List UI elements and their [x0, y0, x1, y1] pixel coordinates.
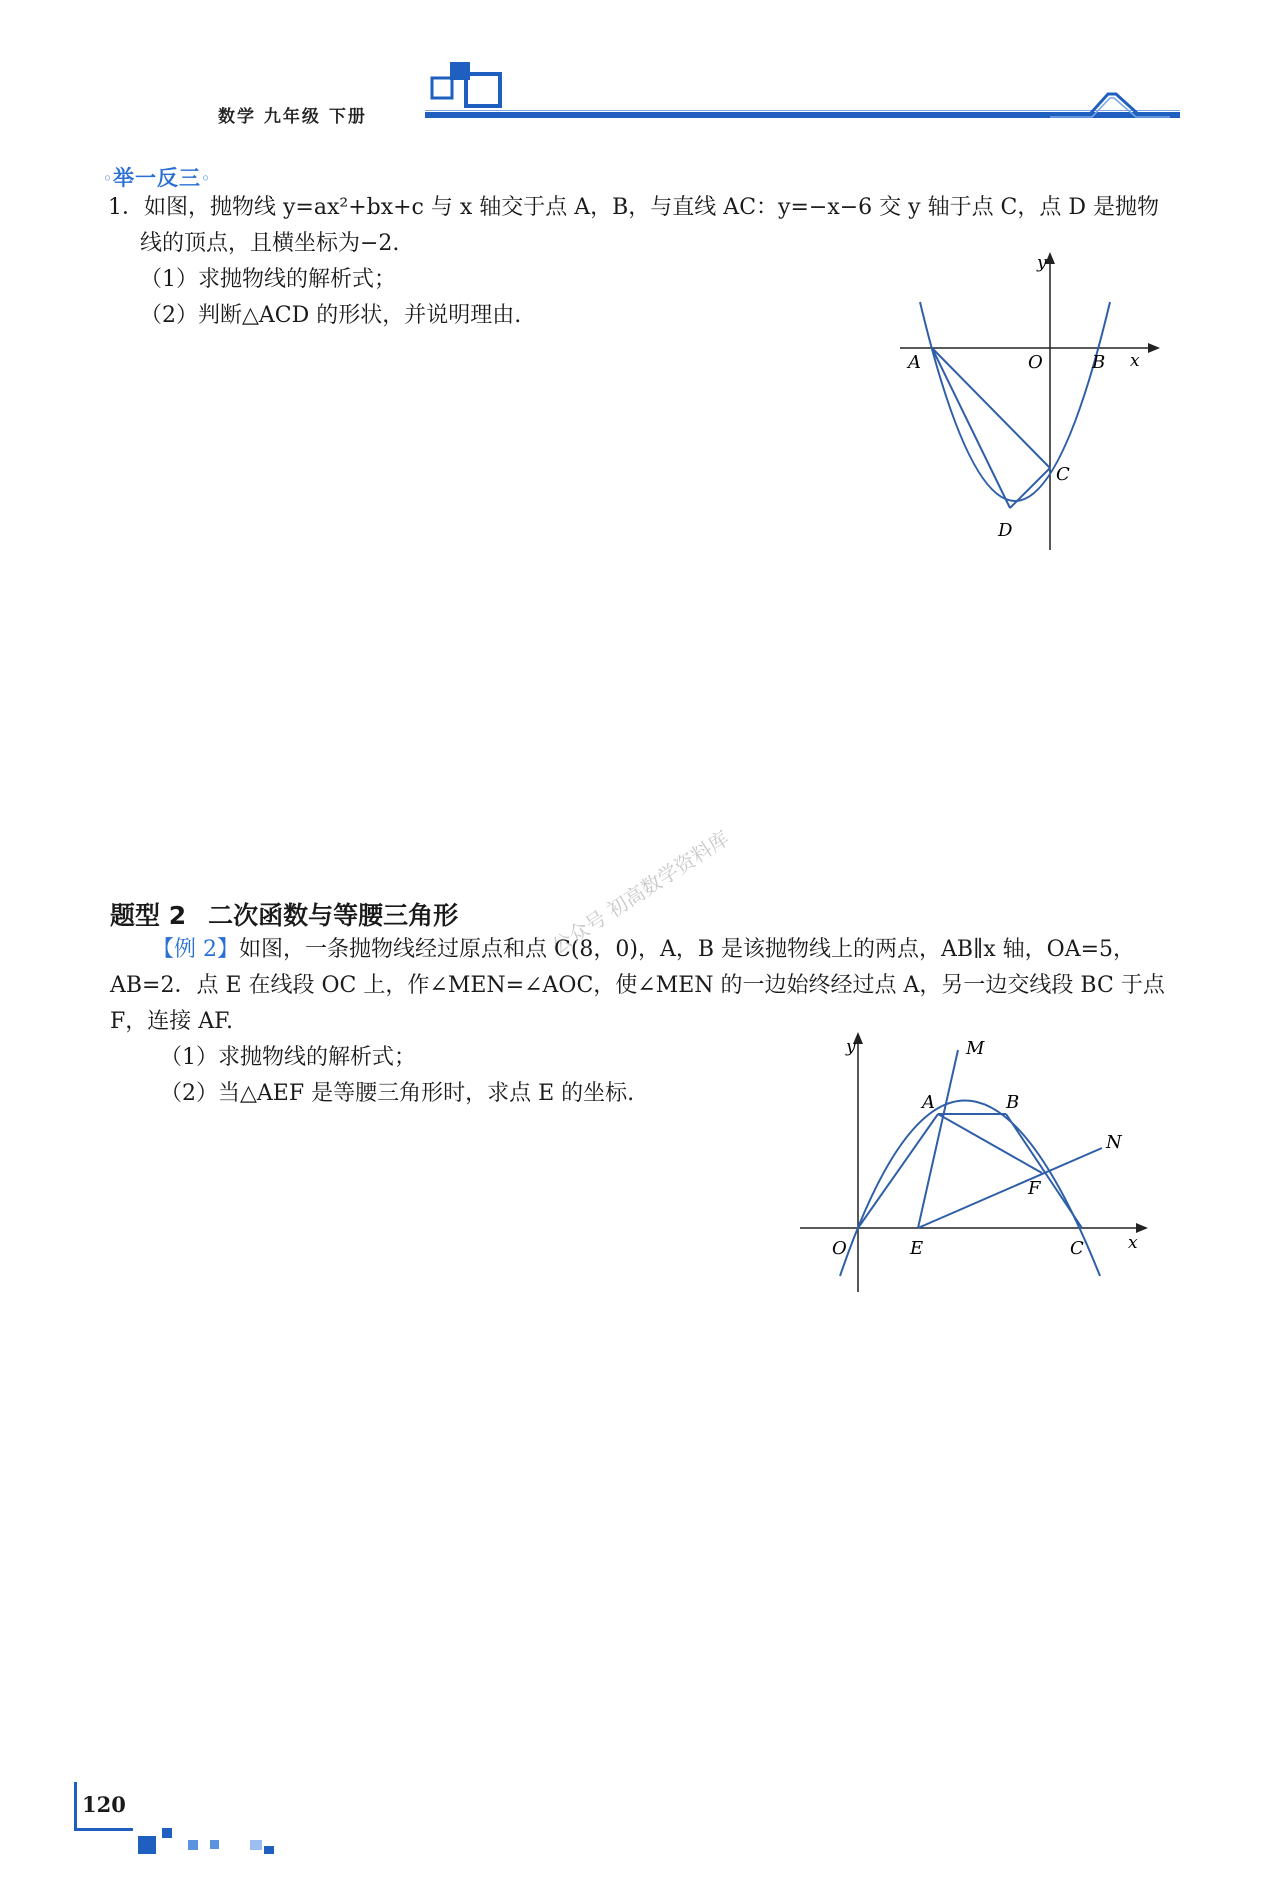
fig2-label-y: y [846, 1037, 856, 1057]
fig1-label-y: y [1037, 253, 1047, 273]
section2-heading [110, 896, 480, 932]
book-title: 数学 九年级 下册 [218, 107, 367, 127]
header-logo-icon [428, 58, 518, 114]
section-marker: ◦举一反三◦ [103, 166, 211, 190]
problem1-question2: （2）判断△ACD 的形状，并说明理由. [140, 303, 522, 328]
fig2-label-e: E [910, 1238, 924, 1259]
fig1-label-x: x [1130, 351, 1140, 371]
fig2-line-em [918, 1050, 958, 1228]
fig2-line-oa [858, 1114, 938, 1228]
problem1-figure [880, 250, 1160, 550]
example2-question1: （1）求抛物线的解析式； [160, 1045, 416, 1070]
fig1-label-o: O [1028, 352, 1043, 373]
fig2-label-c: C [1070, 1238, 1084, 1259]
fig2-label-x: x [1128, 1233, 1138, 1253]
page-number: 120 [82, 1792, 126, 1817]
problem1-line2: 线的顶点，且横坐标为−2. [140, 231, 400, 256]
fig1-label-d: D [998, 520, 1013, 541]
problem1-line1: 1．如图，抛物线 y=ax²+bx+c 与 x 轴交于点 A，B，与直线 AC：y=−x−6 交 y 轴于点 C，点 D 是抛物 [108, 195, 1160, 220]
header-peak-icon [1050, 86, 1170, 120]
fig2-label-n: N [1106, 1132, 1122, 1153]
fig2-line-bc [1006, 1114, 1082, 1228]
fig1-line-dc [1010, 468, 1050, 508]
example2-line2: AB=2．点 E 在线段 OC 上，作∠MEN=∠AOC，使∠MEN 的一边始终经过点 A，另一边交线段 BC 于点 [110, 973, 1165, 998]
fig1-line-ad [932, 348, 1010, 508]
example2-figure [790, 1030, 1150, 1300]
example2-question2: （2）当△AEF 是等腰三角形时，求点 E 的坐标. [160, 1081, 635, 1106]
section2-title: 二次函数与等腰三角形 [208, 901, 459, 930]
fig2-label-b: B [1006, 1092, 1020, 1113]
problem1-question1: （1）求抛物线的解析式； [140, 267, 396, 292]
fig2-label-a: A [922, 1092, 935, 1113]
fig1-parabola [920, 302, 1110, 501]
section2-label: 题型 2 [110, 901, 187, 930]
fig2-label-o: O [832, 1238, 847, 1259]
fig1-label-a: A [908, 352, 921, 373]
example2-line3: F，连接 AF. [110, 1009, 233, 1034]
fig2-label-f: F [1028, 1178, 1041, 1199]
fig1-label-c: C [1056, 464, 1070, 485]
fig2-label-m: M [966, 1038, 985, 1059]
fig1-label-b: B [1092, 352, 1106, 373]
watermark: 公众号 初高数学资料库 [547, 825, 734, 959]
example2-line1: 【例 2】如图，一条抛物线经过原点和点 C(8，0)，A，B 是该抛物线上的两点，AB∥x 轴，OA=5， [152, 937, 1136, 962]
fig2-parabola [840, 1101, 1100, 1277]
example2-tag: 【例 2】 [152, 937, 239, 962]
